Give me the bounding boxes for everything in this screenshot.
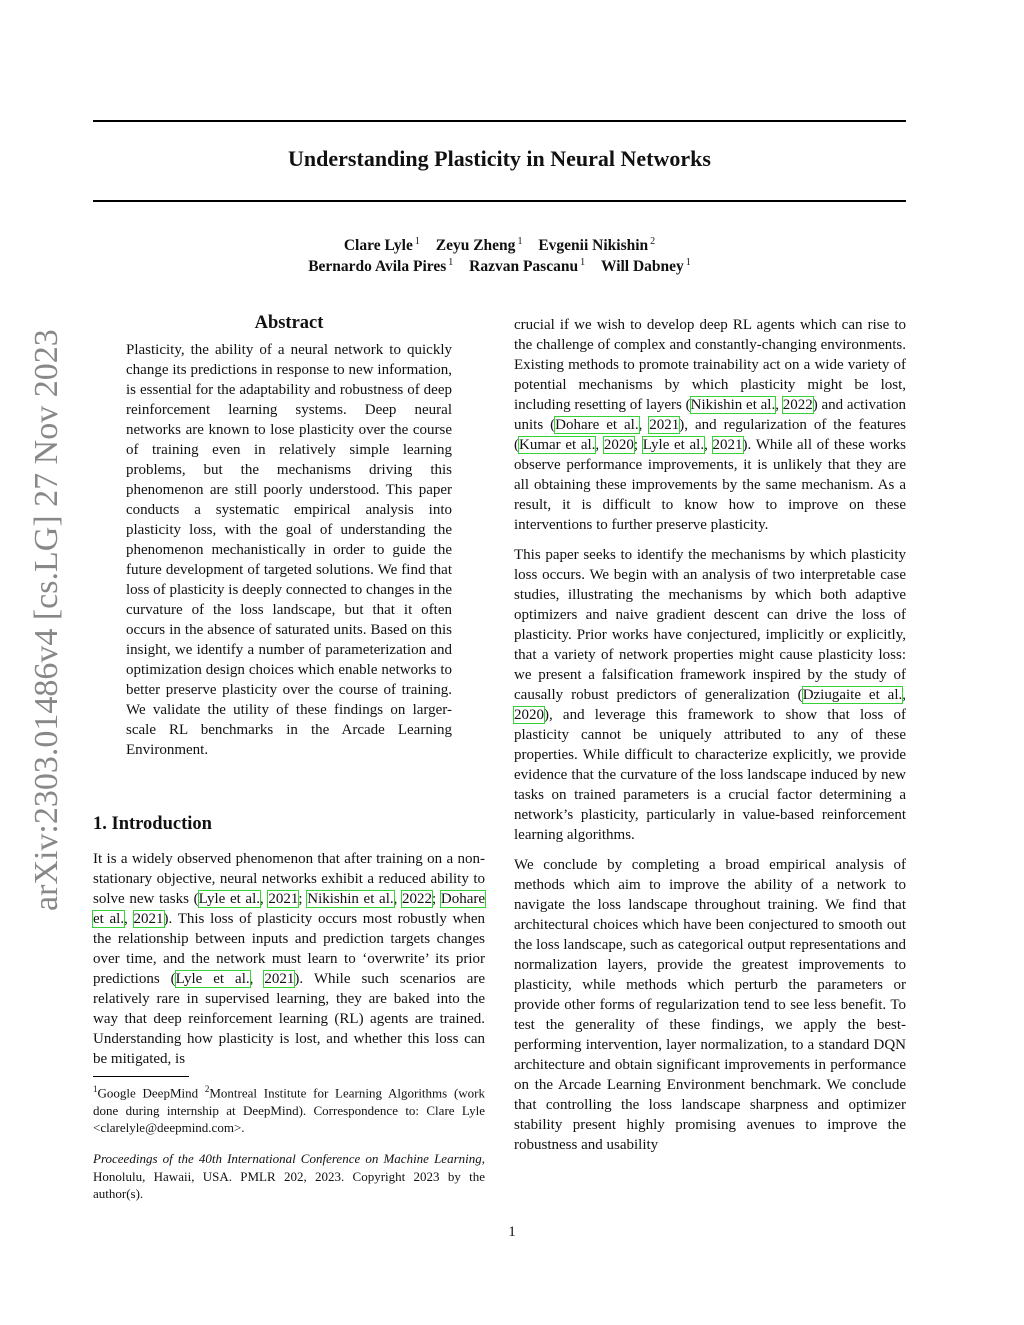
page-number: 1 [508, 1224, 516, 1240]
author [436, 237, 523, 254]
footnote-rule [93, 1076, 189, 1077]
citation-link[interactable]: 2021 [712, 437, 743, 453]
author [469, 258, 585, 275]
author-name: Will Dabney [600, 258, 684, 276]
citation-link[interactable]: Nikishin et al. [690, 397, 776, 413]
author-affiliation: 1 [580, 257, 586, 268]
title-rule-bottom [93, 200, 906, 202]
citation-link[interactable]: Lyle et al. [175, 971, 250, 987]
author [344, 237, 420, 254]
author-list-row-1 [93, 236, 906, 255]
citation-link[interactable]: Lyle et al. [198, 891, 260, 907]
abstract-body [126, 340, 452, 760]
citation-link[interactable]: 2021 [268, 891, 299, 907]
author [538, 237, 655, 254]
author-list-row-2 [93, 257, 906, 276]
author [308, 258, 453, 275]
footnote-marker: 2 [204, 1084, 210, 1094]
arxiv-identifier: arXiv:2303.01486v4 [cs.LG] 27 Nov 2023 [28, 329, 65, 911]
citation-link[interactable]: 2020 [514, 707, 544, 723]
author-name: Razvan Pascanu [469, 258, 579, 276]
citation-link[interactable]: 2022 [782, 397, 813, 413]
citation-link[interactable]: 2021 [264, 971, 295, 987]
author-name: Zeyu Zheng [435, 237, 516, 255]
citation-link[interactable]: Dziugaite et al. [802, 687, 903, 703]
citation-link[interactable]: 2021 [133, 911, 164, 927]
citation-link[interactable]: Lyle et al. [642, 437, 705, 453]
citation-link[interactable]: Dohare et al. [93, 891, 486, 927]
paper-title: Understanding Plasticity in Neural Networks [288, 146, 711, 171]
paragraph: We conclude by completing a broad empirical analysis of methods which aim to improve the ability of a network to navigate the loss landscape throughout training. We find that architectural choices which have been conjectured to smooth out the loss landscape, such as categorical output representations and normalization layers, provide the greatest improvements to plasticity, while methods which perturb the parameters or provide other forms of regularization tend to see less benefit. To test the generality of these findings, we apply the best-performing intervention, layer normalization, to a standard DQN architecture and obtain significant improvements in performance on the Arcade Learning Environment benchmark. We conclude that controlling the loss landscape sharpness and optimizer stability present highly promising avenues to improve the robustness and usability [514, 857, 906, 1153]
proceedings-notice: Proceedings of the 40th International Conference on Machine Learning, Honolulu, Hawaii, USA. PMLR 202, 2023. Copyright 2023 by the author(s). [93, 1151, 485, 1201]
paragraph: crucial if we wish to develop deep RL agents which can rise to the challenge of complex and constantly-changing environments. Existing methods to promote trainability act on a wide variety of potential mechanisms by which plasticity might be lost, including resetting of layers (Nikishin et al., 2022) and activation units (Dohare et al., 2021), and regularization of the features (Kumar et al., 2020; Lyle et al., 2021). While all of these works observe performance improvements, it is unlikely that they are all obtaining these improvements by the same mechanism. As a result, it is difficult to know how to improve on these interventions to further preserve plasticity. [514, 317, 907, 533]
citation-link[interactable]: Nikishin et al. [307, 891, 394, 907]
author-name: Clare Lyle [343, 237, 413, 255]
footnote-marker: 1 [93, 1084, 98, 1094]
paragraph: It is a widely observed phenomenon that after training on a non-stationary objective, neural networks exhibit a reduced ability to solve new tasks (Lyle et al., 2021; Nikishin et al., 2022; Dohare et al., 2021). This loss of plasticity occurs most robustly when the relationship between inputs and prediction targets changes over time, and the network must learn to ‘overwrite’ its prior predictions (Lyle et al., 2021). While such scenarios are relatively rare in supervised learning, they are baked into the way that deep reinforcement learning (RL) agents are trained. Understanding how plasticity is lost, and whether this loss can be mitigated, is [93, 851, 486, 1067]
author-affiliation: 2 [650, 236, 656, 247]
citation-link[interactable]: Kumar et al. [519, 437, 596, 453]
citation-link[interactable]: 2020 [603, 437, 634, 453]
citation-link[interactable]: 2022 [402, 891, 433, 907]
author-name: Evgenii Nikishin [538, 237, 649, 255]
proceedings-venue: Proceedings of the 40th International Conference on Machine Learning [93, 1151, 482, 1166]
author-affiliation: 1 [414, 236, 420, 247]
right-column-body [514, 315, 906, 1165]
author-affiliation: 1 [685, 257, 691, 268]
abstract-text: Plasticity, the ability of a neural network to quickly change its predictions in response to new information, is essential for the adaptability and robustness of deep reinforcement learning systems. Deep neural networks are known to lose plasticity over the course of training even in relatively simple learning problems, but the mechanisms driving this phenomenon are still poorly understood. This paper conducts a systematic empirical analysis into plasticity loss, with the goal of understanding the phenomenon mechanistically in order to guide the future development of targeted solutions. We find that loss of plasticity is deeply connected to changes in the curvature of the loss landscape, but that it often occurs in the absence of saturated units. Based on this insight, we identify a number of parameterization and optimization design choices which enable networks to better preserve plasticity over the course of training. We validate the utility of these findings on larger-scale RL benchmarks in the Arcade Learning Environment. [126, 342, 452, 758]
introduction-body [93, 849, 485, 1069]
author-name: Bernardo Avila Pires [308, 258, 447, 276]
section-heading-introduction: 1. Introduction [93, 814, 212, 834]
title-rule-top [93, 120, 906, 122]
citation-link[interactable]: 2021 [649, 417, 680, 433]
citation-link[interactable]: Dohare et al. [555, 417, 639, 433]
paragraph: This paper seeks to identify the mechanisms by which plasticity loss occurs. We begin with an analysis of two interpretable case studies, illustrating the mechanisms by which both adaptive optimizers and naive gradient descent can drive the loss of plasticity. Prior works have conjectured, implicitly or explicitly, that a variety of network properties might cause plasticity loss: we present a falsification framework inspired by the study of causally robust predictors of generalization (Dziugaite et al., 2020), and leverage this framework to show that loss of plasticity cannot be uniquely attributed to any of these properties. While difficult to characterize explicitly, we provide evidence that the curvature of the loss landscape induced by new tasks on trained parameters is a crucial factor determining a network’s plasticity, particularly in value-based reinforcement learning algorithms. [514, 547, 906, 843]
author-affiliation: 1 [448, 257, 454, 268]
abstract-heading: Abstract [254, 313, 324, 333]
affiliation-footnote: $^1$Google DeepMind $^2$Montreal Institute for Learning Algorithms (work done during internship at DeepMind). Correspondence to: Clare Lyle <clarelyle@deepmind.com>. [93, 1084, 486, 1136]
author-affiliation: 1 [517, 236, 523, 247]
author [601, 258, 691, 275]
